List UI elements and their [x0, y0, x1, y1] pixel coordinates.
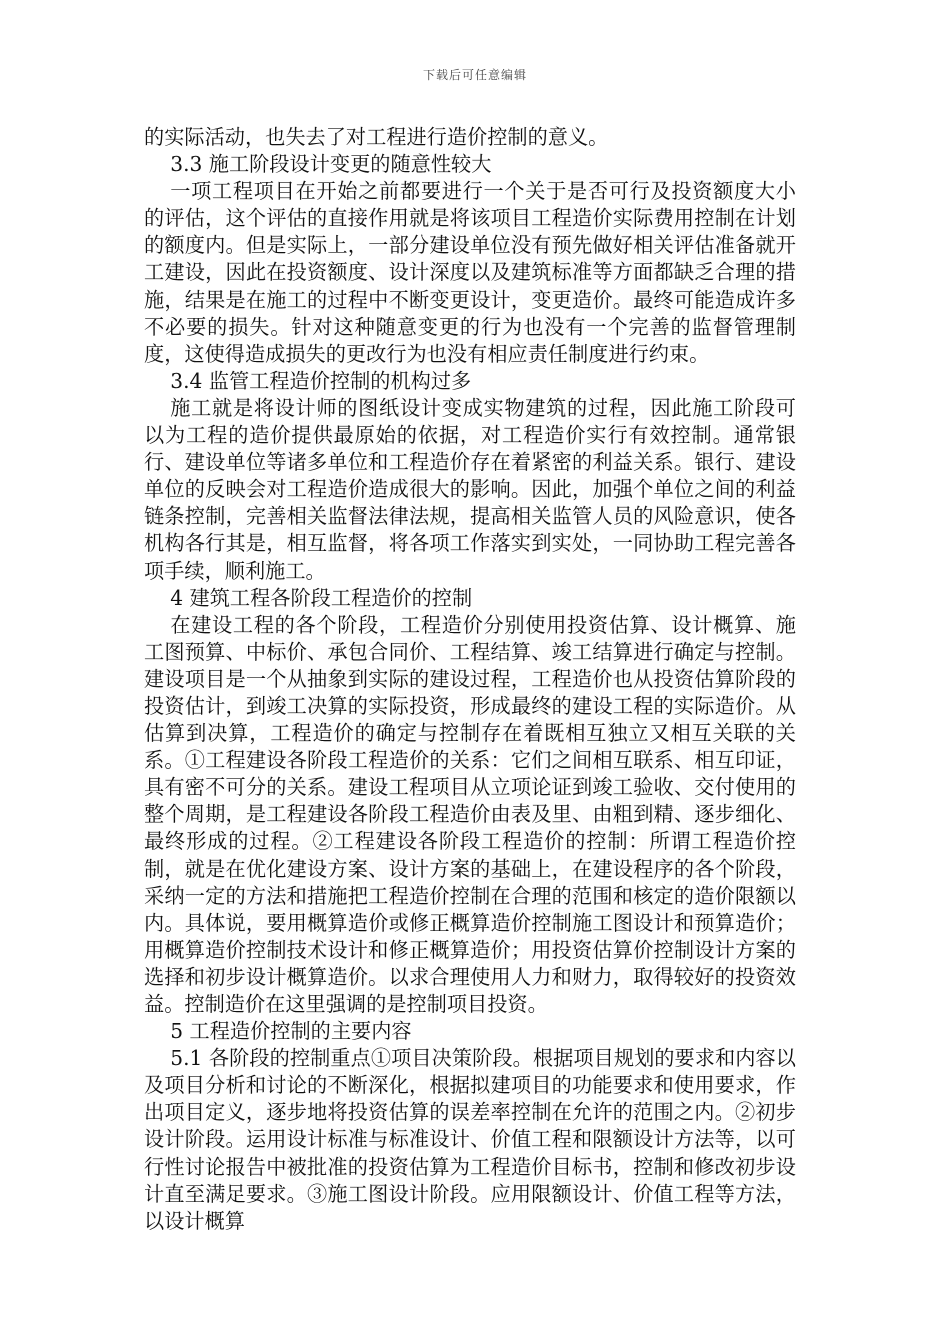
- section-heading-3-4: 3.4 监管工程造价控制的机构过多: [170, 368, 472, 393]
- paragraph-design-change: 一项工程项目在开始之前都要进行一个关于是否可行及投资额度大小的评估，这个评估的直接作用就是将该项目工程造价实际费用控制在计划的额度内。但是实际上，一部分建设单位没有预先做好相关评估准备就开工建设，因此在投资额度、设计深度以及建筑标准等方面都缺乏合理的措施，结果是在施工的过程中不断变更设计，变更造价。最终可能造成许多不必要的损失。针对这种随意变更的行为也没有一个完善的监督管理制度，这使得造成损失的更改行为也没有相应责任制度进行约束。: [144, 179, 796, 366]
- paragraph-stage-control: 在建设工程的各个阶段，工程造价分别使用投资估算、设计概算、施工图预算、中标价、承包合同价、工程结算、竣工结算进行确定与控制。建设项目是一个从抽象到实际的建设过程，工程造价也从投资估算阶段的投资估计，到竣工决算的实际投资，形成最终的建设工程的实际造价。从估算到决算，工程造价的确定与控制存在着既相互独立又相互关联的关系。①工程建设各阶段工程造价的关系：它们之间相互联系、相互印证，具有密不可分的关系。建设工程项目从立项论证到竣工验收、交付使用的整个周期，是工程建设各阶段工程造价由表及里、由粗到精、逐步细化、最终形成的过程。②工程建设各阶段工程造价的控制：所谓工程造价控制，就是在优化建设方案、设计方案的基础上，在建设程序的各个阶段，采纳一定的方法和措施把工程造价控制在合理的范围和核定的造价限额以内。具体说，要用概算造价或修正概算造价控制施工图设计和预算造价；用概算造价控制技术设计和修正概算造价；用投资估算价控制设计方案的选择和初步设计概算造价。以求合理使用人力和财力，取得较好的投资效益。控制造价在这里强调的是控制项目投资。: [144, 612, 796, 1016]
- section-heading-5: 5 工程造价控制的主要内容: [170, 1019, 412, 1044]
- paragraph-control-content: 5.1 各阶段的控制重点①项目决策阶段。根据项目规划的要求和内容以及项目分析和讨论的不断深化，根据拟建项目的功能要求和使用要求，作出项目定义，逐步地将投资估算的误差率控制在允许的范围之内。②初步设计阶段。运用设计标准与标准设计、价值工程和限额设计方法等，以可行性讨论报告中被批准的投资估算为工程造价目标书，控制和修改初步设计直至满足要求。③施工图设计阶段。应用限额设计、价值工程等方法，以设计概算: [144, 1046, 796, 1233]
- section-heading-4: 4 建筑工程各阶段工程造价的控制: [170, 585, 473, 610]
- document-body: [144, 124, 796, 1235]
- section-heading-3-3: 3.3 施工阶段设计变更的随意性较大: [170, 152, 492, 177]
- page-header: 下载后可任意编辑: [422, 68, 527, 82]
- paragraph-continuation: 的实际活动，也失去了对工程进行造价控制的意义。: [144, 125, 609, 149]
- paragraph-supervision: 施工就是将设计师的图纸设计变成实物建筑的过程，因此施工阶段可以为工程的造价提供最原始的依据，对工程造价实行有效控制。通常银行、建设单位等诸多单位和工程造价存在着紧密的利益关系。银行、建设单位的反映会对工程造价造成很大的影响。因此，加强个单位之间的利益链条控制，完善相关监督法律法规，提高相关监管人员的风险意识，使各机构各行其是，相互监督，将各项工作落实到实处，一同协助工程完善各项手续，顺利施工。: [144, 395, 796, 583]
